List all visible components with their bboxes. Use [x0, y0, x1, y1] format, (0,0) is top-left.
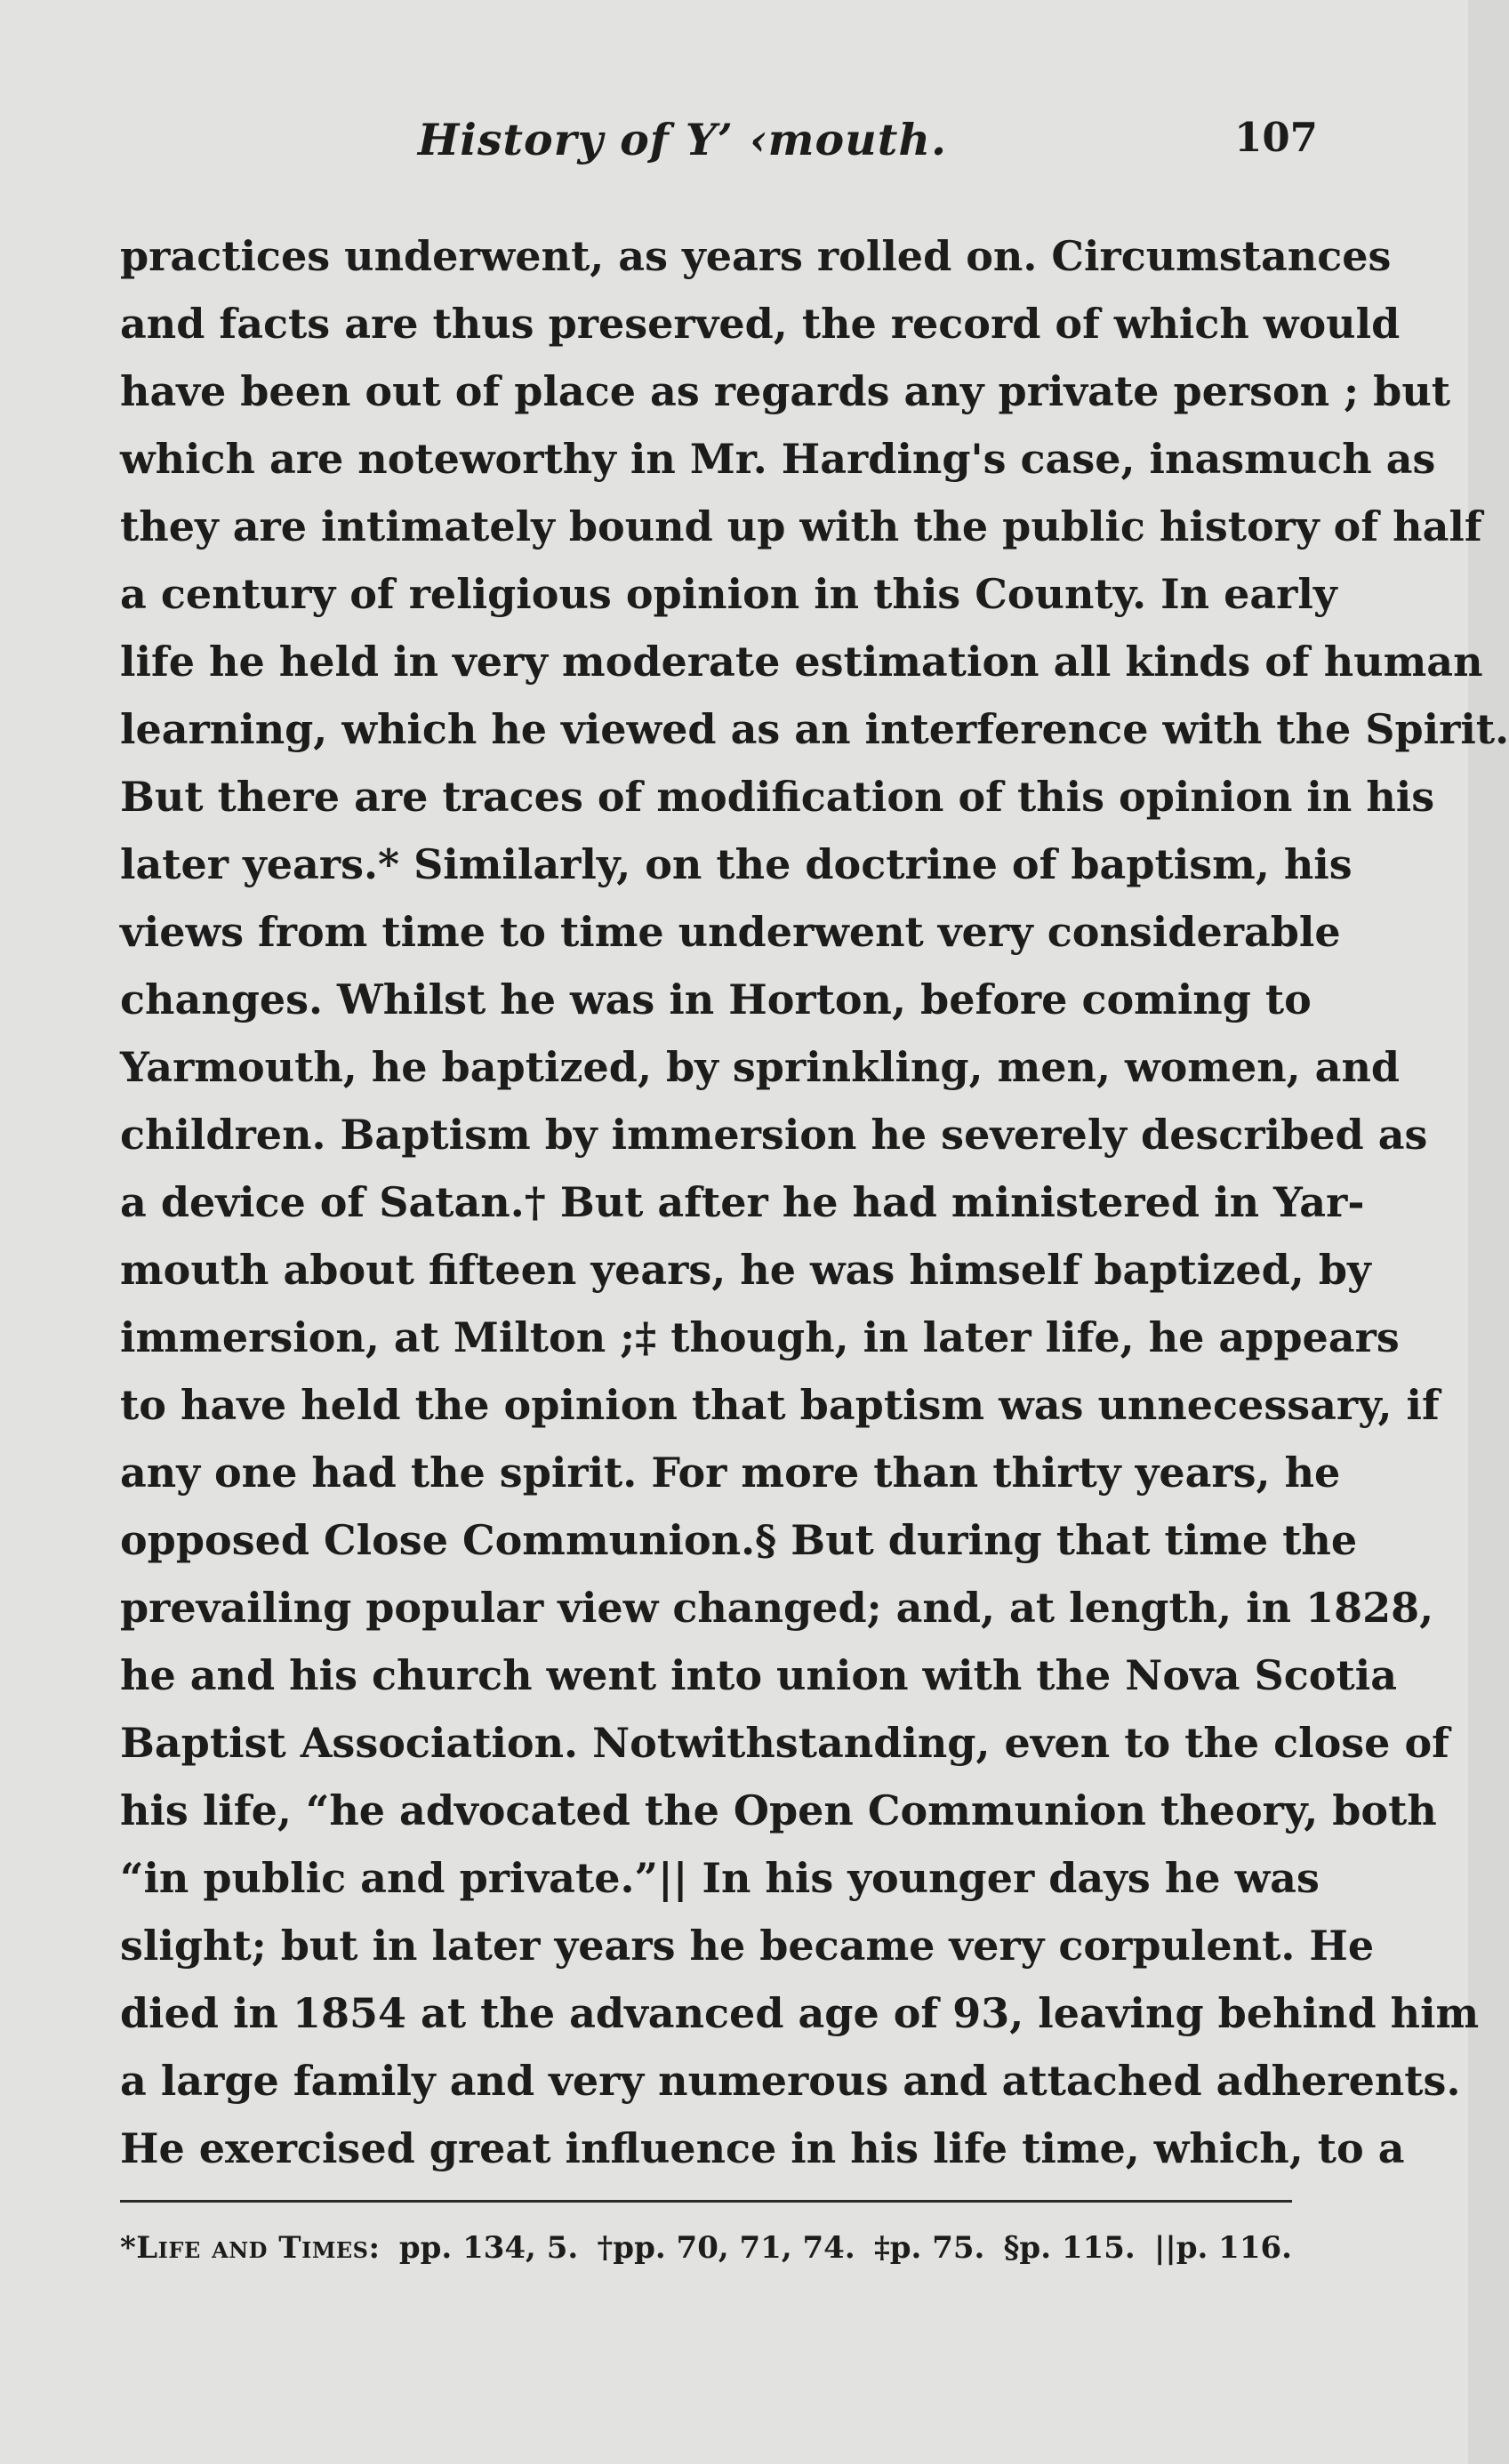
text-line: life he held in very moderate estimation all kinds of human [120, 638, 1483, 686]
footnotes [120, 2221, 1292, 2275]
text-line: opposed Close Communion.§ But during that time the [120, 1516, 1358, 1564]
footnote-ref: §p. 115. [1003, 2230, 1136, 2266]
text-line: which are noteworthy in Mr. Harding's case, inasmuch as [120, 435, 1436, 483]
text-line: they are intimately bound up with the public history of half [120, 502, 1482, 550]
footnote-source: *Life and Times: [120, 2230, 381, 2266]
text-line: to have held the opinion that baptism was unnecessary, if [120, 1381, 1440, 1429]
text-line: But there are traces of modification of this opinion in his [120, 773, 1435, 821]
text-line: his life, “he advocated the Open Communion theory, both [120, 1786, 1437, 1834]
text-line: a device of Satan.† But after he had ministered in Yar- [120, 1178, 1365, 1226]
text-line: immersion, at Milton ;‡ though, in later life, he appears [120, 1313, 1400, 1361]
text-line: died in 1854 at the advanced age of 93, leaving behind him [120, 1989, 1480, 2037]
page-title: History of Y’ ‹mouth. [417, 114, 948, 165]
text-line: children. Baptism by immersion he severely described as [120, 1111, 1428, 1159]
footnote-ref: pp. 134, 5. [398, 2230, 579, 2266]
text-line: have been out of place as regards any private person ; but [120, 367, 1451, 415]
text-line: any one had the spirit. For more than thirty years, he [120, 1449, 1341, 1497]
page-number: 107 [1234, 114, 1318, 161]
text-line: he and his church went into union with the Nova Scotia [120, 1651, 1397, 1699]
text-line: a century of religious opinion in this County. In early [120, 570, 1337, 618]
text-line: a large family and very numerous and attached adherents. [120, 2057, 1461, 2105]
text-line: later years.* Similarly, on the doctrine of baptism, his [120, 840, 1352, 888]
body-text [120, 222, 1509, 2182]
text-line: views from time to time underwent very considerable [120, 908, 1341, 956]
text-line: mouth about fifteen years, he was himself baptized, by [120, 1246, 1371, 1294]
text-line: learning, which he viewed as an interference with the Spirit. [120, 705, 1509, 753]
footnote-ref: ||p. 116. [1154, 2230, 1292, 2266]
text-line: Yarmouth, he baptized, by sprinkling, men, women, and [120, 1043, 1401, 1091]
text-line: Baptist Association. Notwithstanding, even to the close of [120, 1719, 1449, 1767]
footnote-ref: †pp. 70, 71, 74. [597, 2230, 855, 2266]
text-line: slight; but in later years he became very corpulent. He [120, 1922, 1375, 1970]
text-line: prevailing popular view changed; and, at length, in 1828, [120, 1584, 1434, 1632]
text-line: practices underwent, as years rolled on. Circumstances [120, 232, 1392, 280]
running-head [0, 114, 1468, 185]
text-line: He exercised great influence in his life time, which, to a [120, 2124, 1405, 2172]
text-line: and facts are thus preserved, the record of which would [120, 300, 1401, 348]
text-line: “in public and private.”|| In his younger days he was [120, 1854, 1320, 1902]
footnote-ref: ‡p. 75. [873, 2230, 985, 2266]
text-line: changes. Whilst he was in Horton, before coming to [120, 975, 1312, 1023]
footnote-divider [120, 2200, 1292, 2203]
